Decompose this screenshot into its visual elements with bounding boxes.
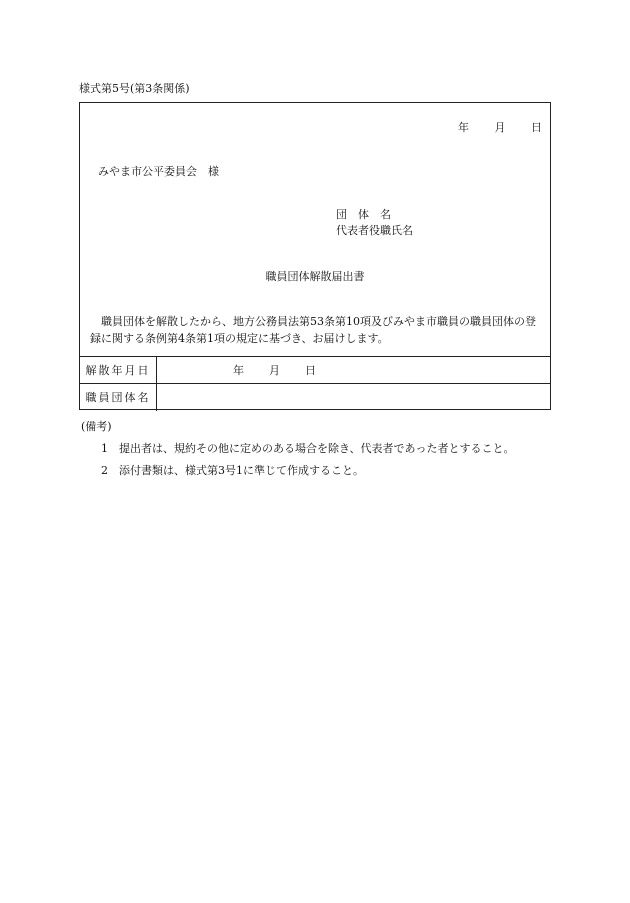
remark-text: 提出者は、規約その他に定めのある場合を除き、代表者であった者とすること。 xyxy=(119,442,515,455)
notification-form xyxy=(79,102,551,410)
document-title: 職員団体解散届出書 xyxy=(265,270,365,283)
remark-item xyxy=(79,438,514,460)
dissolution-day-label: 日 xyxy=(305,364,316,377)
remark-item xyxy=(79,460,514,482)
remarks-heading: (備考) xyxy=(81,420,112,433)
remark-text: 添付書類は、様式第3号1に準じて作成すること。 xyxy=(119,464,364,477)
dissolution-month-label: 月 xyxy=(269,364,280,377)
dissolution-date-row xyxy=(80,356,550,384)
submission-date xyxy=(458,119,542,135)
dissolution-date-label: 解散年月日 xyxy=(80,357,157,384)
dissolution-year-label: 年 xyxy=(233,364,244,377)
organization-block xyxy=(336,207,413,239)
remarks xyxy=(79,416,514,482)
group-name-field[interactable] xyxy=(156,384,546,411)
remark-number: 2 xyxy=(101,464,108,477)
body-text: 職員団体を解散したから、地方公務員法第53条第10項及びみやま市職員の職員団体の登録に関する条例第4条第1項の規定に基づき、お届けします。 xyxy=(90,315,536,345)
date-year-label: 年 xyxy=(458,121,469,134)
organization-name-label: 団 体 名 xyxy=(336,208,391,221)
group-name-label: 職員団体名 xyxy=(80,384,157,411)
remark-number: 1 xyxy=(101,442,108,455)
form-number: 様式第5号(第3条関係) xyxy=(79,82,190,95)
date-day-label: 日 xyxy=(531,121,542,134)
group-name-row xyxy=(80,383,550,411)
date-month-label: 月 xyxy=(494,121,506,134)
addressee: みやま市公平委員会 様 xyxy=(98,165,219,178)
representative-label: 代表者役職氏名 xyxy=(336,224,413,237)
